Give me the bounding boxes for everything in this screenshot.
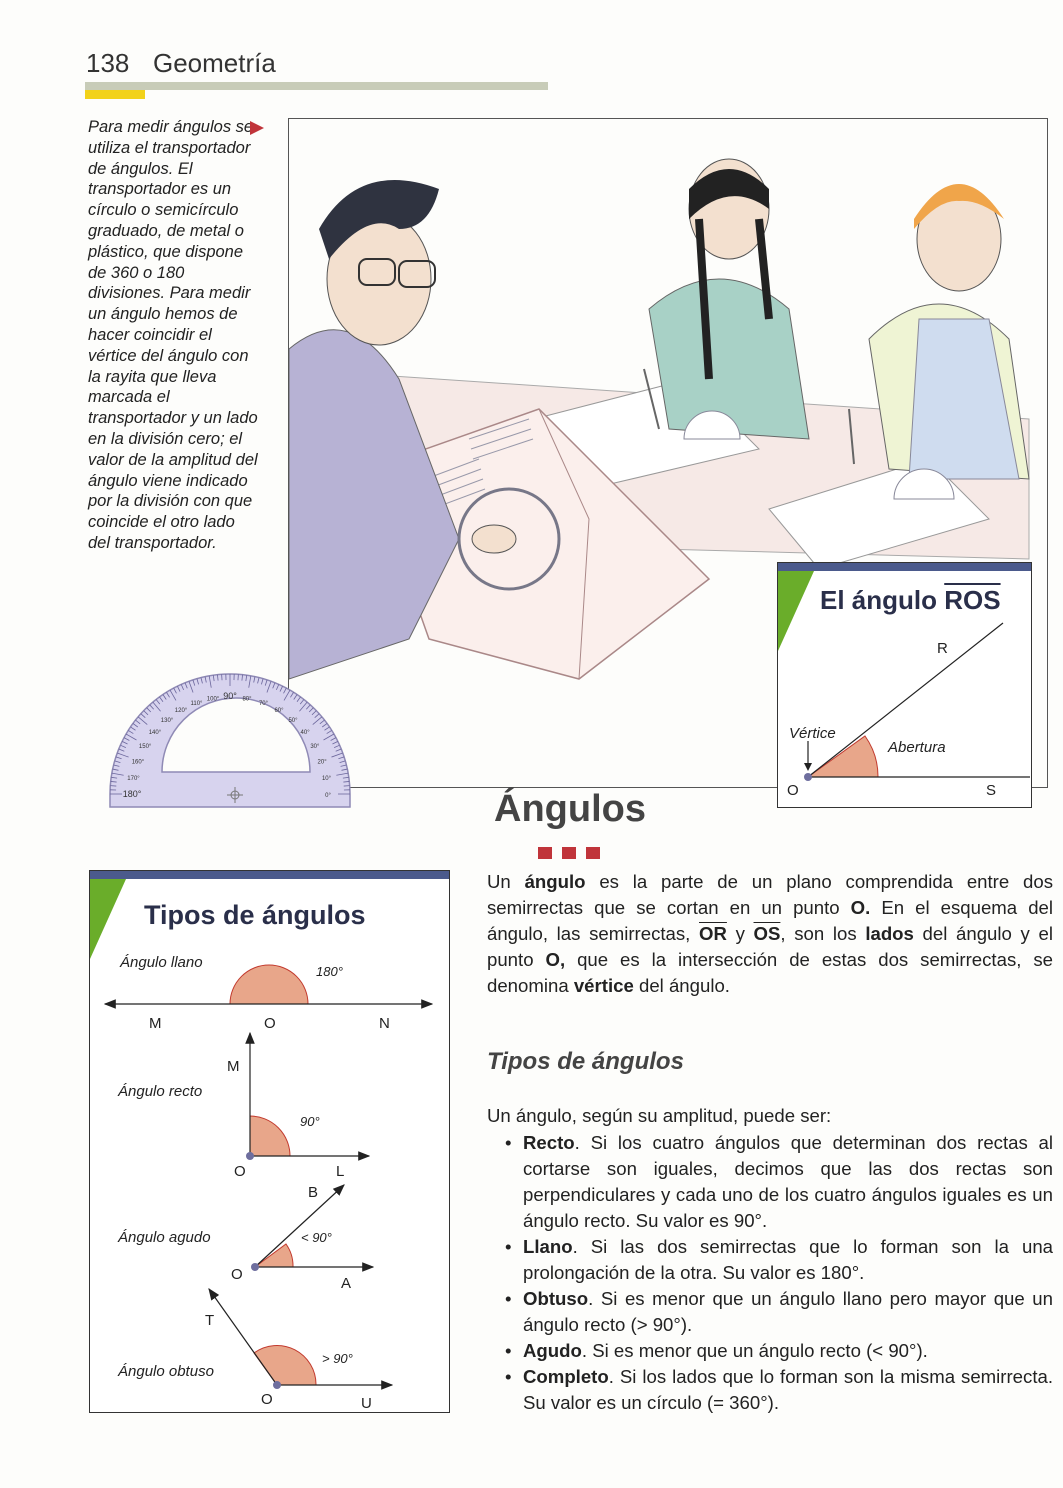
list-item	[496, 1234, 1053, 1286]
ros-title-name: $\overline{ROS}$	[944, 585, 1001, 615]
recto-label-l: L	[336, 1163, 345, 1180]
ros-title-prefix: El ángulo	[820, 585, 937, 615]
protractor-label: 50°	[288, 717, 298, 724]
protractor-label: 40°	[300, 730, 310, 737]
protractor-label: 70°	[258, 700, 269, 707]
list-item	[496, 1364, 1053, 1416]
type-text: . Si es menor que un ángulo llano pero mayor que un ángulo recto (> 90°).	[523, 1288, 1053, 1335]
protractor-label: 130°	[160, 717, 174, 724]
obtuso-value: > 90°	[322, 1351, 353, 1366]
intro-bold: lados	[865, 923, 914, 944]
protractor-label: 180°	[122, 789, 142, 799]
protractor-label: 20°	[317, 759, 327, 766]
agudo-label-b: B	[308, 1184, 319, 1201]
type-text: . Si las dos semirrectas que lo forman son la una prolongación de la otra. Su valor es 180°.	[523, 1236, 1053, 1283]
protractor-label: 90°	[223, 691, 237, 701]
obtuso-label-u: U	[361, 1395, 372, 1412]
protractor-label: 60°	[274, 708, 284, 715]
intro-bold: O.	[850, 897, 871, 918]
llano-label-m: M	[149, 1015, 162, 1032]
type-name: Obtuso	[523, 1288, 589, 1309]
ros-angle-box	[777, 562, 1032, 808]
intro-text: Un	[487, 871, 525, 892]
list-item	[496, 1338, 1053, 1364]
agudo-label-a: A	[341, 1275, 352, 1292]
intro-bold: O,	[545, 949, 566, 970]
segment-os: $\overline{OS}$	[753, 923, 781, 944]
side-note: Para medir ángulos se utiliza el transportador de ángulos. El transportador es un círculo o semicírculo graduado, de metal o plástico, que dispone de 360 o 180 divisiones. Para medir un ángulo hemos de hacer coincidir el vértice del ángulo con la rayita que lleva marcada el transportador y un lado en la división cero; el valor de la amplitud del ángulo viene indicado por la división con que coincide el otro lado del transportador.	[88, 118, 258, 552]
intro-text: y	[726, 923, 754, 944]
protractor-label: 160°	[131, 759, 145, 766]
protractor-illustration	[100, 662, 360, 812]
angle-types-diagram	[90, 871, 448, 1411]
llano-label-o: O	[264, 1015, 276, 1032]
intro-text: En el esquema del ángulo, las semirrectas,	[487, 897, 1054, 944]
header-accent	[85, 90, 145, 99]
type-text: . Si los lados que lo forman son la misma semirrecta. Su valor es un círculo (= 360°).	[523, 1366, 1053, 1413]
main-title: Ángulos	[494, 788, 646, 830]
intro-text: del ángulo.	[633, 975, 730, 996]
type-name: Completo	[523, 1366, 609, 1387]
protractor-label: 170°	[127, 775, 140, 782]
angle-types-box	[89, 870, 450, 1413]
ros-label-o: O	[787, 782, 799, 799]
segment-or: $\overline{OR}$	[699, 923, 727, 944]
title-ornament-square	[562, 847, 576, 859]
protractor-label: 100°	[206, 696, 220, 703]
type-text: . Si los cuatro ángulos que determinan dos rectas al cortarse son iguales, decimos que las dos rectas son perpendiculares y cada uno de los cuatro ángulos iguales es un ángulo recto. Su valor es 90°.	[523, 1132, 1053, 1231]
type-text: . Si es menor que un ángulo recto (< 90°).	[581, 1340, 928, 1361]
intro-text: es la parte de un plano comprendida entre dos semirrectas que se cortan en un punto	[487, 871, 1053, 918]
llano-label-n: N	[379, 1015, 390, 1032]
intro-text: que es la intersección de estas dos semirrectas, se denomina	[487, 949, 1053, 996]
intro-text: del ángulo y el punto	[487, 923, 1053, 970]
ros-angle-diagram	[778, 563, 1030, 806]
llano-value: 180°	[316, 964, 343, 979]
recto-label-m: M	[227, 1058, 240, 1075]
intro-text: , son los	[780, 923, 866, 944]
title-ornament-square	[586, 847, 600, 859]
recto-value: 90°	[300, 1114, 320, 1129]
ros-label-vertex: Vértice	[789, 725, 836, 742]
obtuso-label-t: T	[205, 1312, 215, 1329]
protractor-label: 10°	[321, 775, 332, 782]
title-ornament-square	[538, 847, 552, 859]
type-name: Recto	[523, 1132, 575, 1153]
agudo-value: < 90°	[301, 1230, 332, 1245]
ros-label-r: R	[937, 640, 948, 657]
agudo-label-o: O	[231, 1266, 243, 1283]
obtuso-label-o: O	[261, 1391, 273, 1408]
types-list	[496, 1130, 1053, 1416]
recto-label-o: O	[234, 1163, 246, 1180]
protractor-label: 120°	[174, 708, 188, 715]
list-item	[496, 1286, 1053, 1338]
agudo-label: Ángulo agudo	[118, 1229, 211, 1246]
section-title: Geometría	[153, 48, 276, 78]
intro-bold: vértice	[573, 975, 634, 996]
protractor-label: 140°	[148, 730, 162, 737]
protractor-label: 0°	[325, 793, 331, 799]
intro-bold: ángulo	[524, 871, 586, 892]
types-intro: Un ángulo, según su amplitud, puede ser:	[487, 1105, 832, 1126]
ros-label-s: S	[986, 782, 997, 799]
list-item	[496, 1130, 1053, 1234]
angle-types-title: Tipos de ángulos	[144, 900, 366, 930]
intro-paragraph	[487, 869, 1053, 999]
header-rule	[85, 82, 548, 90]
type-name: Agudo	[523, 1340, 582, 1361]
ros-label-opening: Abertura	[888, 739, 946, 756]
protractor-label: 30°	[310, 744, 320, 750]
page-number: 138	[86, 48, 130, 78]
types-subheading: Tipos de ángulos	[487, 1048, 684, 1075]
recto-label: Ángulo recto	[118, 1083, 203, 1100]
llano-label: Ángulo llano	[120, 954, 203, 971]
pointer-arrow-icon	[250, 121, 264, 135]
protractor-label: 80°	[242, 696, 252, 703]
type-name: Llano	[523, 1236, 573, 1257]
protractor-label: 110°	[190, 700, 203, 707]
protractor-label: 150°	[138, 744, 152, 750]
obtuso-label: Ángulo obtuso	[118, 1363, 214, 1380]
